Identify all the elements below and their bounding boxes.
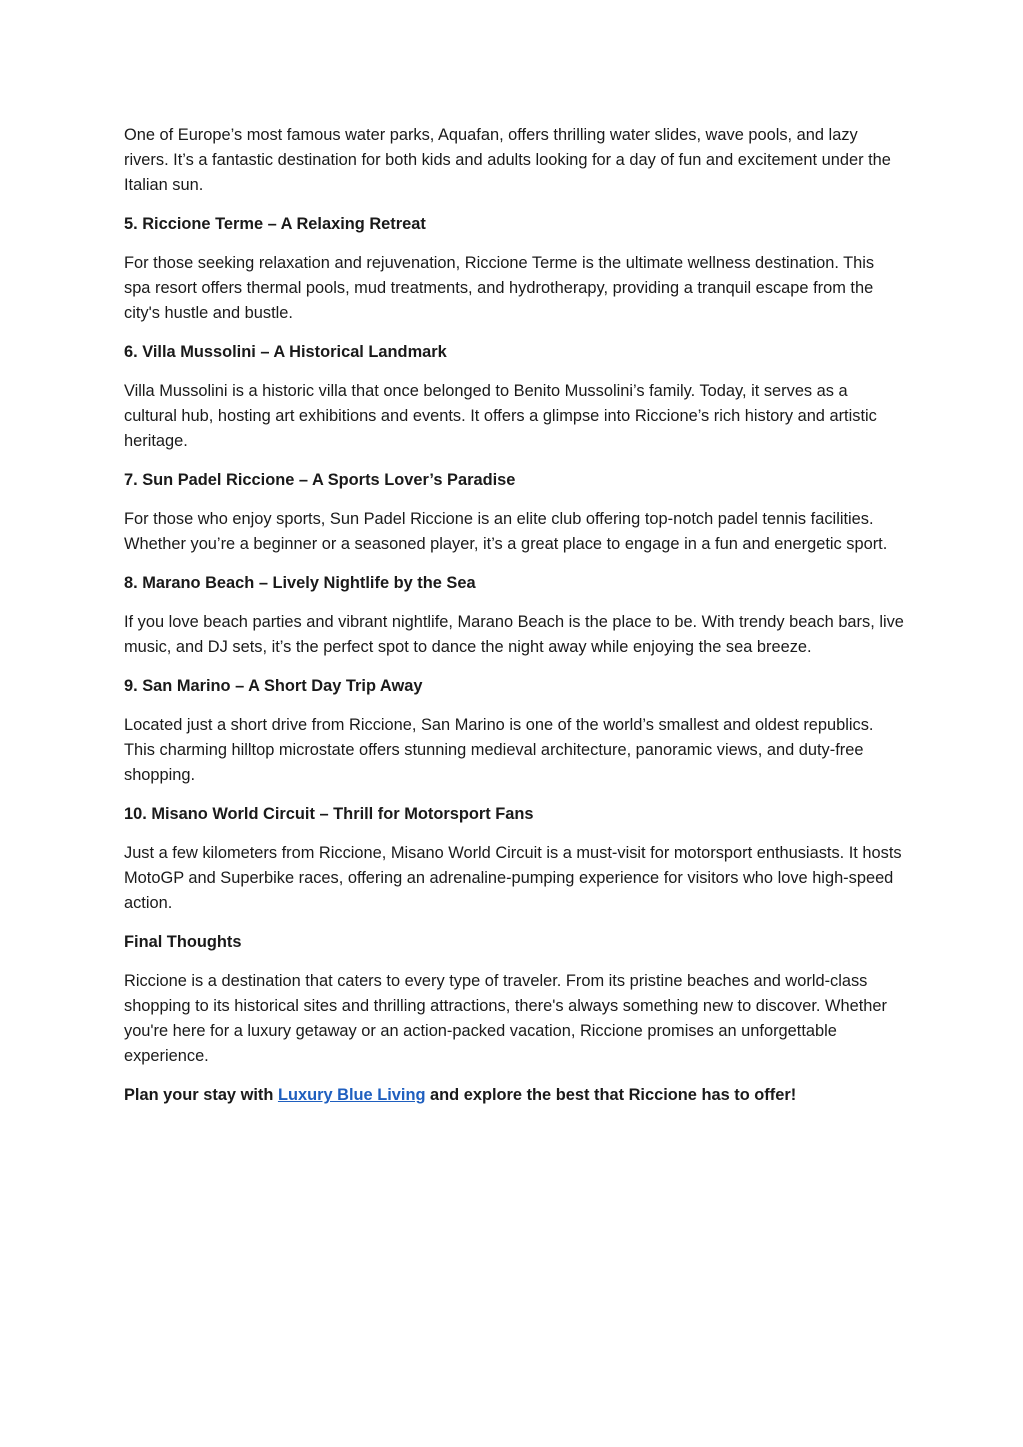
section-heading-marano-beach: 8. Marano Beach – Lively Nightlife by the Sea: [124, 574, 476, 592]
luxury-blue-living-link[interactable]: Luxury Blue Living: [277, 1086, 426, 1104]
section-body-misano-circuit: Just a few kilometers from Riccione, Misano World Circuit is a must-visit for motorsport enthusiasts. It hosts MotoGP and Superbike races, offering an adrenaline-pumping experience for visitors who love high-speed action.: [124, 844, 902, 912]
intro-paragraph: One of Europe’s most famous water parks, Aquafan, offers thrilling water slides, wave pools, and lazy rivers. It’s a fantastic destination for both kids and adults looking for a day of fun and excitement under the Italian sun.: [124, 126, 891, 194]
closing-text-before: Plan your stay with: [124, 1086, 278, 1104]
section-body-sun-padel: For those who enjoy sports, Sun Padel Riccione is an elite club offering top-notch padel tennis facilities. Whether you’re a beginner or a seasoned player, it’s a great place to engage in a fun and energetic sport.: [124, 510, 888, 553]
section-heading-sun-padel: 7. Sun Padel Riccione – A Sports Lover’s Paradise: [124, 471, 516, 489]
closing-text-after: and explore the best that Riccione has to offer!: [425, 1086, 797, 1104]
section-body-riccione-terme: For those seeking relaxation and rejuvenation, Riccione Terme is the ultimate wellness destination. This spa resort offers thermal pools, mud treatments, and hydrotherapy, providing a tranquil escape from the city's hustle and bustle.: [124, 254, 875, 322]
closing-line: [124, 1083, 904, 1108]
section-heading-san-marino: 9. San Marino – A Short Day Trip Away: [124, 677, 423, 695]
section-body-final-thoughts: Riccione is a destination that caters to every type of traveler. From its pristine beaches and world-class shopping to its historical sites and thrilling attractions, there's always something new to discover. Whether you're here for a luxury getaway or an action-packed vacation, Riccione promises an unforgettable experience.: [124, 972, 887, 1065]
section-body-marano-beach: If you love beach parties and vibrant nightlife, Marano Beach is the place to be. With trendy beach bars, live music, and DJ sets, it’s the perfect spot to dance the night away while enjoying the sea breeze.: [124, 613, 904, 656]
section-heading-final-thoughts: Final Thoughts: [124, 933, 242, 951]
section-heading-villa-mussolini: 6. Villa Mussolini – A Historical Landmark: [124, 343, 447, 361]
section-body-villa-mussolini: Villa Mussolini is a historic villa that once belonged to Benito Mussolini’s family. Today, it serves as a cultural hub, hosting art exhibitions and events. It offers a glimpse into Riccione’s rich history and artistic heritage.: [124, 382, 877, 450]
article-body: [124, 123, 904, 1108]
section-body-san-marino: Located just a short drive from Riccione, San Marino is one of the world’s smallest and oldest republics. This charming hilltop microstate offers stunning medieval architecture, panoramic views, and duty-free shopping.: [124, 716, 874, 784]
section-heading-riccione-terme: 5. Riccione Terme – A Relaxing Retreat: [124, 215, 426, 233]
section-heading-misano-circuit: 10. Misano World Circuit – Thrill for Motorsport Fans: [124, 805, 534, 823]
